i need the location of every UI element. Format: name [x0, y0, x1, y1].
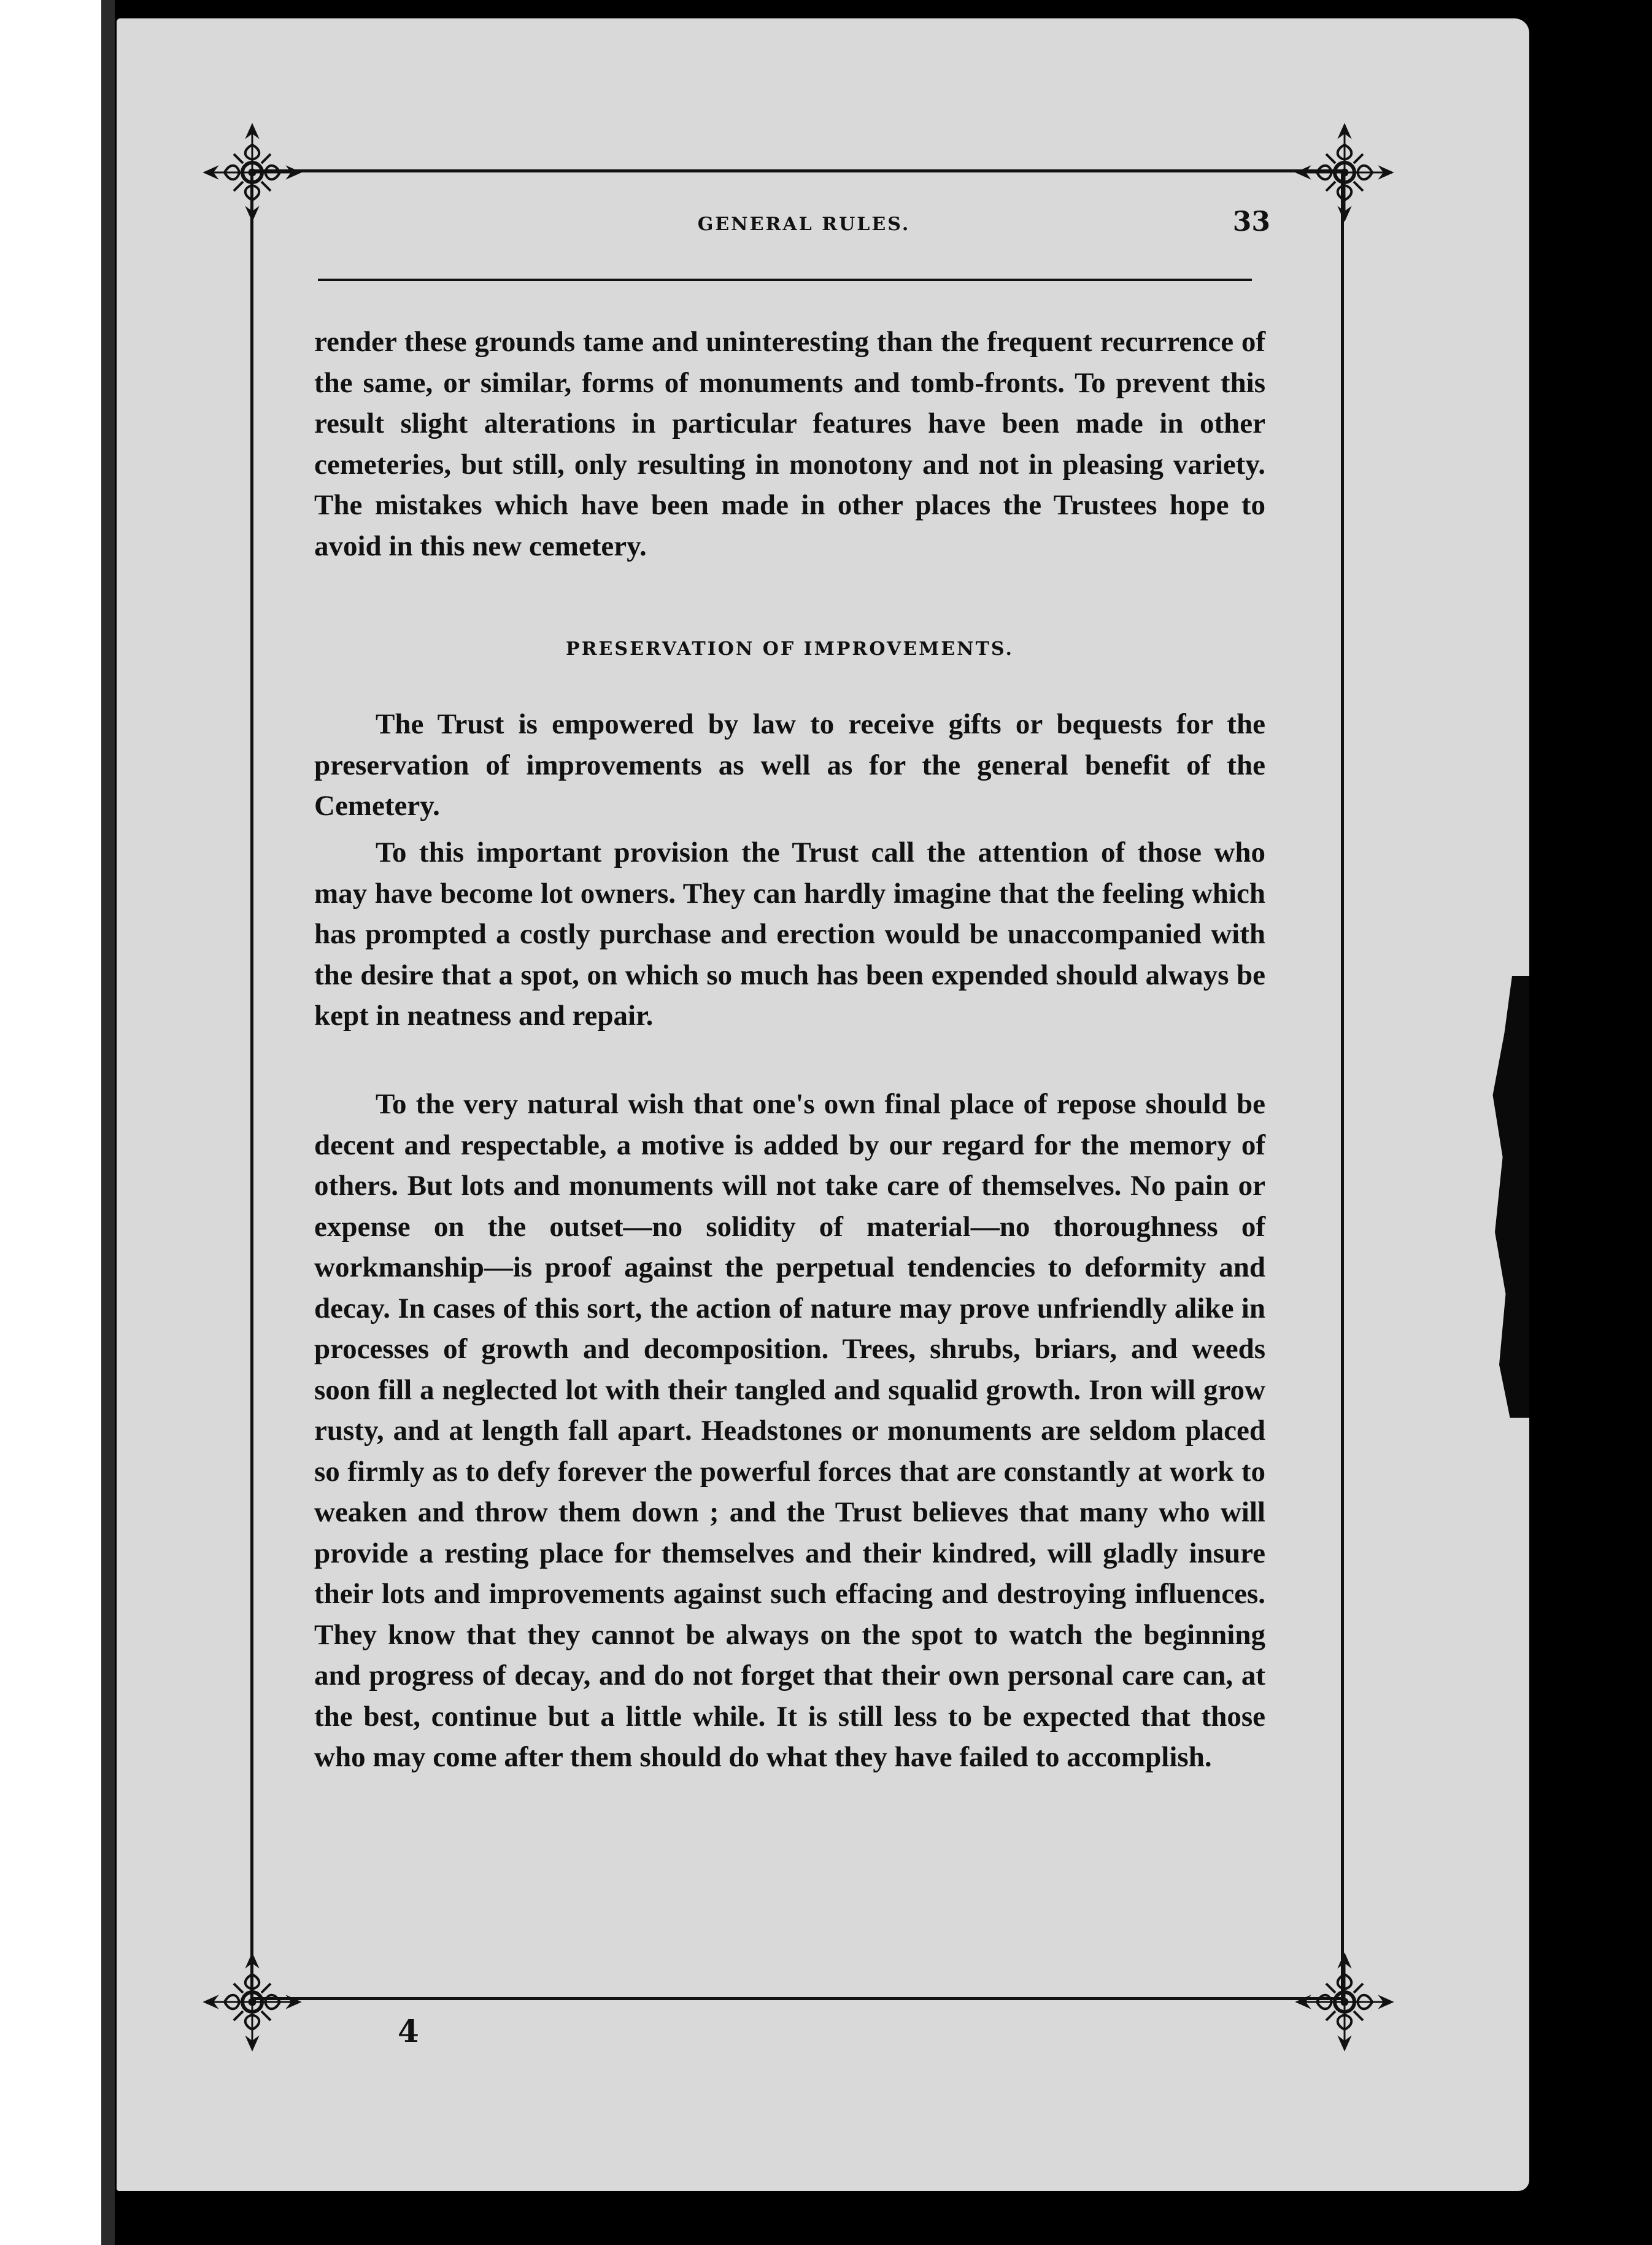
corner-ornament-icon	[1292, 1950, 1397, 2054]
book-spine-shadow	[101, 0, 115, 2245]
corner-ornament-icon	[200, 120, 304, 225]
running-head: GENERAL RULES.	[697, 214, 911, 235]
corner-ornament-icon	[1292, 120, 1397, 225]
page-number: 33	[1232, 206, 1270, 238]
body-paragraph: render these grounds tame and uninteresting than the frequent recurrence of the same, or similar, forms of monuments and tomb-fronts. To prevent this result slight alterations in particular features have been made in other cemeteries, but still, only resulting in monotony and not in pleasing variety. The mistakes which have been made in other places the Trustees hope to avoid in this new cemetery.	[314, 326, 1265, 562]
body-paragraph: The Trust is empowered by law to receive gifts or bequests for the preservation of improvements as well as for the general benefit of the Cemetery.	[314, 708, 1265, 822]
corner-ornament-icon	[200, 1950, 304, 2054]
adjacent-page-edge	[0, 0, 101, 2245]
body-paragraph: To the very natural wish that one's own final place of repose should be decent and respectable, a motive is added by our regard for the memory of others. But lots and monuments will not take care of themselves. No pain or expense on the outset—no solidity of material—no thoroughness of workmanship—is proof against the perpetual tendencies to deformity and decay. In cases of this sort, the action of nature may prove unfriendly alike in processes of growth and decomposition. Trees, shrubs, briars, and weeds soon fill a neglected lot with their tangled and squalid growth. Iron will grow rusty, and at length fall apart. Headstones or monuments are seldom placed so firmly as to defy forever the powerful forces that are constantly at work to weaken and throw them down ; and the Trust believes that many who will provide a resting place for themselves and their kindred, will gladly insure their lots and improvements against such effacing and destroying influences. They know that they cannot be always on the spot to watch the beginning and progress of decay, and do not forget that their own personal care can, at the best, continue but a little while. It is still less to be expected that those who may come after them should do what they have failed to accomplish.	[314, 1088, 1265, 1773]
body-paragraph: To this important provision the Trust call the attention of those who may have become lot owners. They can hardly imagine that the feeling which has prompted a costly purchase and erection would be unaccompanied with the desire that a spot, on which so much has been expended should always be kept in neatness and repair.	[314, 837, 1265, 1032]
signature-mark: 4	[398, 2013, 419, 2049]
section-heading: PRESERVATION OF IMPROVEMENTS.	[566, 638, 1014, 660]
header-rule	[318, 279, 1252, 281]
